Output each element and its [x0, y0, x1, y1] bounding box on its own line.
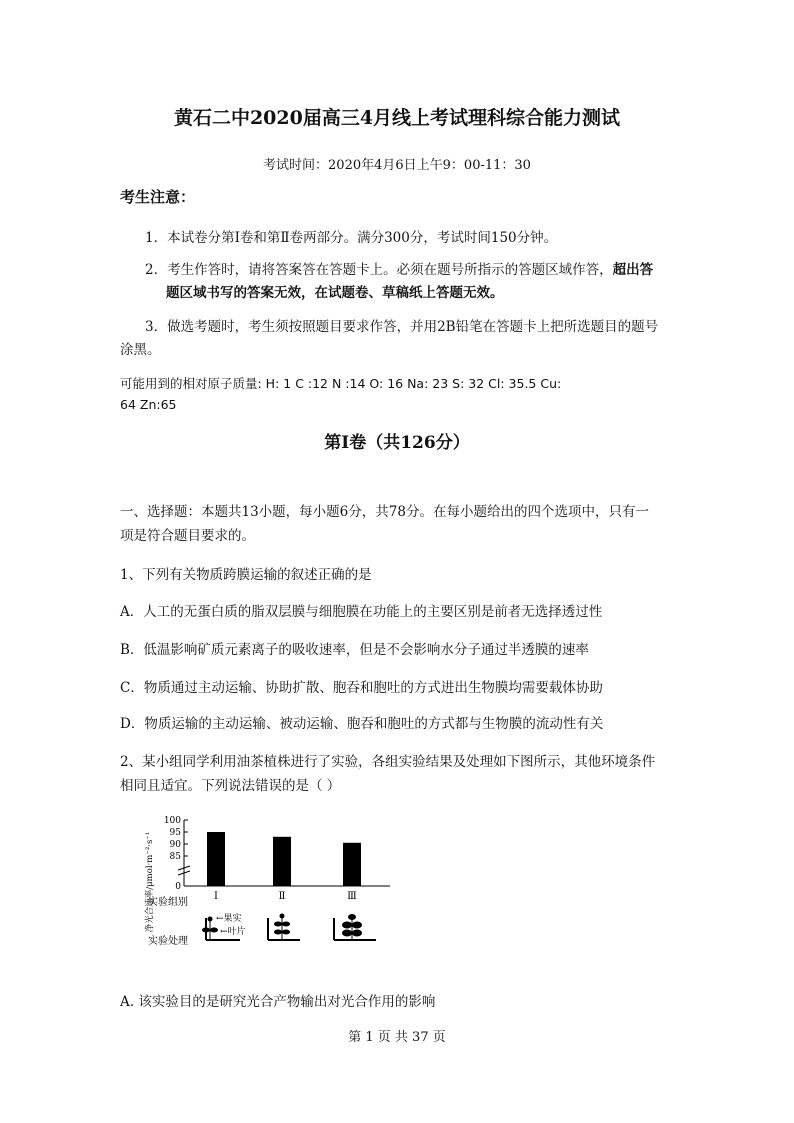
plant-icon-group-3: [334, 914, 376, 940]
q1-option-b: B．低温影响矿质元素离子的吸收速率，但是不会影响水分子通过半透膜的速率: [120, 642, 589, 658]
category-label: Ⅰ: [214, 891, 218, 902]
notice-item-2-line-2: 题区域书写的答案无效，在试题卷、草稿纸上答题无效。: [166, 285, 504, 301]
category-label: Ⅱ: [278, 891, 286, 902]
annotation-fruit: ←果实: [216, 914, 242, 924]
plant-icon-group-2: [268, 914, 300, 941]
notice-item-3-line-2: 涂黑。: [120, 342, 161, 358]
page-title: 黄石二中2020届高三4月线上考试理科综合能力测试: [173, 107, 621, 129]
photosynthesis-chart: [140, 812, 410, 962]
y-tick-label: 0: [175, 882, 181, 892]
q2-option-a: A. 该实验目的是研究光合产物输出对光合作用的影响: [120, 994, 436, 1010]
annotation-leaf: ←叶片: [220, 927, 246, 937]
treatment-label: 实验处理: [148, 936, 188, 947]
y-tick-label: 100: [163, 816, 181, 826]
notice-item-1: 1．本试卷分第Ⅰ卷和第Ⅱ卷两部分。满分300分，考试时间150分钟。: [145, 230, 558, 246]
notice-item-2-line-1: [145, 258, 653, 278]
instructions-line-1: 一、选择题：本题共13小题，每小题6分，共78分。在每小题给出的四个选项中，只有一: [120, 504, 649, 520]
chart-ylabel: 净光合速率/μmol·m⁻²·s⁻¹: [145, 831, 155, 933]
notice-item-3-line-1: 3．做选考题时，考生须按照题目要求作答，并用2B铅笔在答题卡上把所选题目的题号: [145, 319, 659, 335]
y-tick-label: 85: [169, 852, 181, 862]
page-footer: 第 1 页 共 37 页: [348, 1030, 446, 1045]
bar-1: [207, 832, 225, 886]
bar-2: [273, 837, 291, 886]
atomic-mass-line-1: 可能用到的相对原子质量: H: 1 C :12 N :14 O: 16 Na: 23 S: 32 Cl: 35.5 Cu:: [120, 376, 562, 391]
notice-heading: 考生注意：: [120, 188, 196, 206]
y-tick-label: 95: [169, 828, 181, 838]
q2-stem-line-1: 2、某小组同学利用油茶植株进行了实验，各组实验结果及处理如下图所示，其他环境条件: [120, 754, 656, 770]
atomic-mass-line-2: 64 Zn:65: [120, 397, 177, 412]
instructions-line-2: 项是符合题目要求的。: [120, 528, 255, 544]
q1-stem: 1、下列有关物质跨膜运输的叙述正确的是: [120, 567, 372, 583]
bar-3: [343, 843, 361, 886]
section-title: 第I卷（共126分）: [324, 433, 470, 453]
y-tick-label: 90: [169, 840, 181, 850]
notice-item-2-text: 2．考生作答时，请将答案答在答题卡上。必须在题号所指示的答题区域作答，: [145, 262, 613, 278]
notice-item-2-emphasis: 超出答: [612, 262, 654, 278]
category-label: Ⅲ: [347, 891, 357, 902]
q1-option-c: C．物质通过主动运输、协助扩散、胞吞和胞吐的方式进出生物膜均需要载体协助: [120, 680, 603, 696]
exam-time: 考试时间：2020年4月6日上午9：00-11：30: [263, 158, 531, 173]
q2-stem-line-2: 相同且适宜。下列说法错误的是（ ）: [120, 778, 341, 794]
q1-option-a: A．人工的无蛋白质的脂双层膜与细胞膜在功能上的主要区别是前者无选择透过性: [120, 604, 603, 620]
group-label: 实验组别: [148, 897, 188, 908]
q1-option-d: D．物质运输的主动运输、被动运输、胞吞和胞吐的方式都与生物膜的流动性有关: [120, 716, 604, 732]
